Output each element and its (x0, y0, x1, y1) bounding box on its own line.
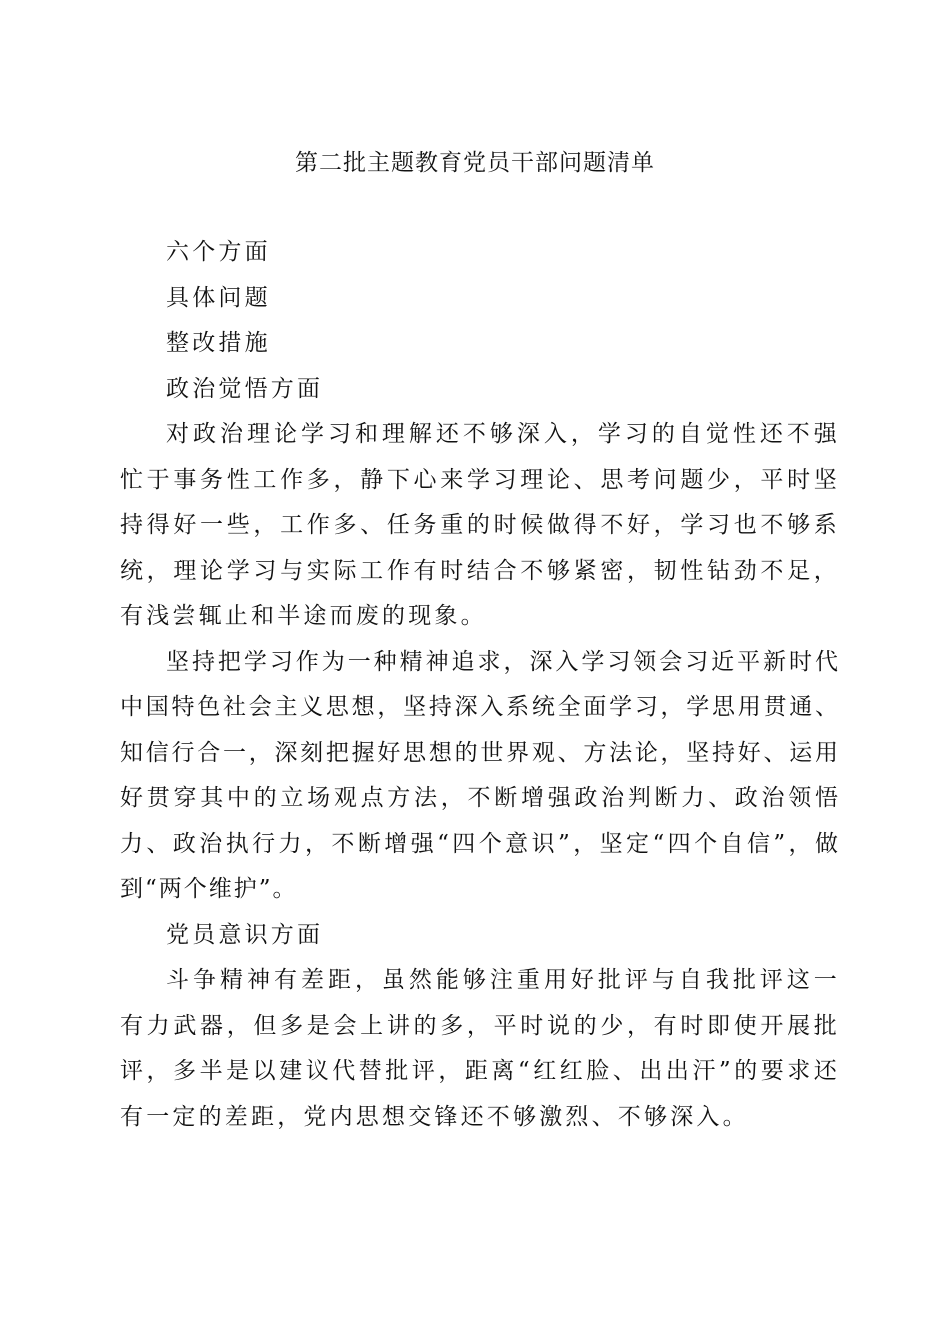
section-heading-political-awareness: 政治觉悟方面 (166, 375, 324, 402)
paragraph-struggle-spirit: 斗争精神有差距，虽然能够注重用好批评与自我批评这一有力武器，但多是会上讲的多，平时说的少，有时即使开展批评，多半是以建议代替批评，距离“红红脸、出出汗”的要求还有一定的差距，党内思想交锋还不够激烈、不够深入。 (120, 967, 840, 1130)
paragraph-heading: 整改措施 (166, 330, 271, 356)
paragraph-problem-description: 对政治理论学习和理解还不够深入，学习的自觉性还不强忙于事务性工作多，静下心来学习理论、思考问题少，平时坚持得好一些，工作多、任务重的时候做得不好，学习也不够系统，理论学习与实际工作有时结合不够紧密，韧性钻劲不足，有浅尝辄止和半途而废的现象。 (120, 421, 840, 629)
page-title: 第二批主题教育党员干部问题清单 (295, 150, 655, 176)
section-heading-party-member-awareness: 党员意识方面 (166, 921, 324, 948)
document-body (120, 230, 840, 1140)
paragraph-rectification-measures: 坚持把学习作为一种精神追求，深入学习领会习近平新时代中国特色社会主义思想，坚持深入系统全面学习，学思用贯通、知信行合一，深刻把握好思想的世界观、方法论，坚持好、运用好贯穿其中的立场观点方法，不断增强政治判断力、政治领悟力、政治执行力，不断增强“四个意识”，坚定“四个自信”，做到“两个维护”。 (120, 648, 840, 902)
paragraph-heading: 六个方面 (166, 239, 271, 265)
paragraph-heading: 具体问题 (166, 284, 271, 311)
